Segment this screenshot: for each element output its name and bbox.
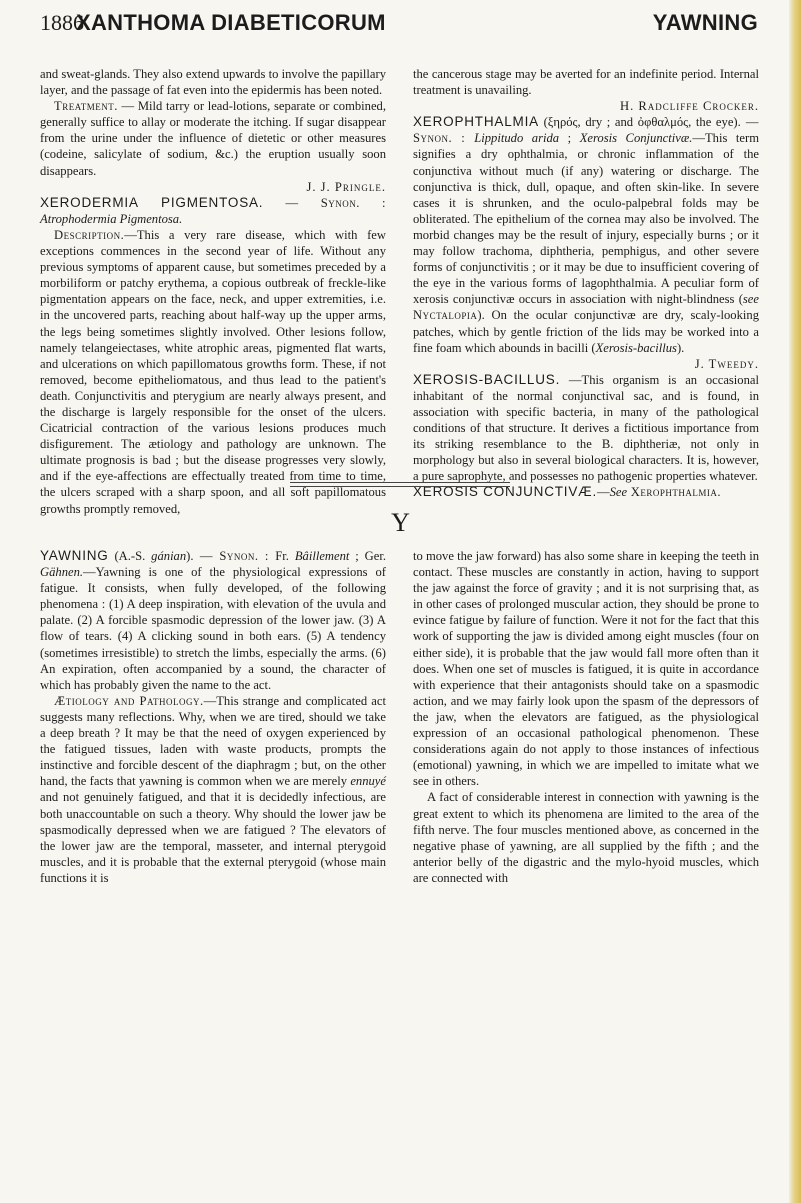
description-paragraph [40, 227, 386, 517]
etymology-close: ). [186, 549, 194, 563]
column-top-right [413, 66, 759, 501]
french-label: Fr. [275, 549, 295, 563]
ennuye-word: ennuyé [350, 774, 386, 789]
xerophthalmia-text-3: ). [676, 340, 685, 355]
see-word: see [742, 292, 759, 307]
treatment-text: — Mild tarry or lead-lotions, separate or combined, generally suffice to allay or moderate the itching. If sugar disappear from the urine under the influence of dietetic or other measures (codeine, salicylate of sodium, &c.) the eruption usually soon disappears. [40, 99, 386, 178]
headword-xerodermia: XERODERMIA PIGMENTOSA. [40, 194, 264, 210]
headword-xerophthalmia: XEROPHTHALMIA [413, 114, 539, 130]
signature-crocker: H. Radcliffe Crocker. [620, 99, 759, 114]
synonym-atrophodermia: Atrophodermia Pigmentosa. [40, 211, 183, 226]
xanthoma-continuation: and sweat-glands. They also extend upwards to involve the papillary layer, and the passage of fat even into the epidermis has been noted. [40, 67, 386, 98]
synonym-separator: ; [559, 131, 580, 146]
running-header [40, 10, 758, 40]
yawning-continuation: to move the jaw forward) has also some share in keeping the teeth in contact. These muscles are constantly in action, having to support the jaw against the force of gravity ; and it is not surprising that, as in other cases of prolonged muscular action, they should be prone to evince fatigue by failure of function. Were it not for the fact that this work of supporting the jaw is divided among eight muscles (four on either side), it is probable that the jaw would fall more often than it does. When one set of muscles is fatigued, it is quite in accordance with experience that their antagonists should take on a spasmodic action, and we may fairly look upon the spasm of the depressors of the jaw, when the elevators are fatigued, as the physiological expression of an occasional pathological phenomenon. These considerations again do not apply to those instances of infectious (emotional) yawning, in which we are impelled to imitate what we see in others. [413, 549, 759, 789]
dash: — [597, 485, 610, 500]
section-letter: Y [391, 508, 410, 537]
cross-ref-nyctalopia: Nyctalopia [413, 308, 478, 323]
headword-yawning: YAWNING [40, 548, 109, 563]
xerodermia-continuation: the cancerous stage may be averted for an indefinite period. Internal treatment is unavailing. [413, 67, 759, 98]
column-bottom-left [40, 548, 386, 886]
aetiology-paragraph [40, 693, 386, 886]
entry-xerosis-bacillus [413, 372, 759, 485]
column-bottom-right [413, 548, 759, 886]
etymology-mid: , dry ; and [577, 115, 638, 130]
entry-yawning [40, 548, 386, 693]
column-top-left [40, 66, 386, 517]
treatment-label: Treatment. [54, 99, 118, 114]
greek-ophthalmos: ὀφθαλμός [637, 115, 689, 130]
left-running-head: XANTHOMA DIABETICORUM [76, 10, 386, 35]
cross-ref-xerophthalmia: Xerophthalmia. [627, 485, 721, 500]
french-synonym: Bâillement [294, 549, 350, 563]
aetiology-text-1: —This strange and complicated act suggests many reflections. Why, when we are tired, should we take a deep breath ? It may be that the need of oxygen experienced by the fatigued tissues, laden with waste products, prompts the instinctive and forcible descent of the diaphragm ; but, on the other hand, the facts that yawning is common when we are merely [40, 693, 386, 789]
signature-tweedy: J. Tweedy. [694, 356, 759, 371]
xerosis-bacillus-ref: Xerosis-bacillus [595, 340, 677, 355]
synonym-xerosis-conjunctivae: Xerosis Conjunctivæ. [579, 131, 693, 146]
synonym-lippitudo: Lippitudo arida [474, 131, 560, 146]
etymology-open: (A.-S. [108, 549, 152, 563]
entry-xerodermia [40, 195, 386, 227]
synonym-label: — Synon. : [263, 195, 386, 210]
anglo-saxon-word: gánian [151, 549, 187, 563]
page-edge [789, 0, 801, 1203]
german-synonym: Gähnen. [40, 565, 84, 580]
right-running-head: YAWNING [652, 10, 758, 35]
aetiology-label: Ætiology and Pathology. [54, 693, 204, 708]
description-label: Description. [54, 227, 125, 242]
entry-xerophthalmia [413, 114, 759, 355]
see-word: See [609, 485, 628, 500]
greek-xeros: ξηρός [547, 115, 578, 130]
treatment-paragraph [40, 98, 386, 178]
xerophthalmia-text-1: —This term signifies a dry ophthalmia, or chronic inflammation of the conjunctiva without much (if any) watering or discharge. The conjunctiva is thick, dull, opaque, and often skin-like. In severe cases it is shrunken, and the oculo-palpebral folds may be obliterated. The epithelium of the cornea may also be involved. The morbid changes may be the result of injury, especially burns ; or it may follow trachoma, diphtheria, pemphigus, and other severe forms of conjunctivitis ; or it may be due to insufficient covering of the eye in the various forms of lagophthalmia. A peculiar form of xerosis conjunctivæ occurs in association with night-blindness ( [413, 131, 759, 307]
headword-xerosis-bacillus: XEROSIS-BACILLUS. [413, 371, 561, 387]
fifth-nerve-paragraph: A fact of considerable interest in connection with yawning is the great extent to which its phenomena are limited to the area of the fifth nerve. The four muscles mentioned above, as concerned in the negative phase of yawning, are all supplied by the fifth ; and the anterior belly of the digastric and the mylo-hyoid muscles, which are connected with [413, 790, 759, 885]
etymology-close: , the eye). [688, 115, 741, 130]
signature-pringle: J. J. Pringle. [306, 179, 386, 194]
description-text: —This a very rare disease, which with few exceptions commences in the second year of life. Without any previous symptoms of apparent cause, but sometimes preceded by a morbiliform or patchy erythema, a copious outbreak of freckle-like pigmentation appears on the face, neck, and upper extremities, i.e. in the uncovered parts, reaching about half-way up the upper arms, the legs being sometimes slightly involved. Other lesions follow, namely telangeiectases, white atrophic areas, pigmented flat warts, and ulcerations on which papillomatous growths form. These, if not removed, become epitheliomatous, and thus lead to the patient's death. Conjunctivitis and pterygium are nearly always present, and the discharge is largely responsible for the onset of the ulcers. Cicatricial contraction of the various lesions produces much disfigurement. The ætiology and pathology are unknown. The ultimate prognosis is bad ; but the disease progresses very slowly, and if the eye-affections are effectually treated from time to time, the ulcers scraped with a sharp spoon, and all soft papillomatous growths promptly removed, [40, 227, 386, 516]
synonym-label: — Synon. : [193, 549, 276, 563]
section-divider [290, 482, 510, 487]
page-number: 1886 [40, 10, 84, 35]
etymology-open: ( [538, 115, 548, 130]
headword-xerosis-conjunctivae: XEROSIS CONJUNCTIVÆ. [413, 484, 598, 500]
aetiology-text-2: and not genuinely fatigued, and that it is decidedly infectious, are both unaccountable on such a theory. Why should the lower jaw be spasmodically depressed when we are fatigued ? The elevators of the lower jaw are the temporal, masseter, and internal pterygoid muscles, and it is probable that the external pterygoid (whose main functions it is [40, 790, 386, 885]
xerophthalmia-text-2: ). On the ocular conjunctivæ are dry, scaly-looking patches, which by gentle friction of the lids may be worked into a fine foam which abounds in bacilli ( [413, 308, 759, 355]
synonym-label: — Synon. : [413, 115, 760, 146]
german-label: ; Ger. [349, 549, 386, 563]
xerosis-bacillus-text: —This organism is an occasional inhabitant of the normal conjunctival sac, and is found, in association with specific bacteria, in many of the pathological conditions of that structure. It derives a fictitious importance from its striking resemblance to the B. diphtheriæ, not only in morphology but also in several biological characters. It is, however, a pure saprophyte, and possesses no pathogenic properties whatever. [413, 372, 759, 484]
yawning-definition: —Yawning is one of the physiological expressions of fatigue. It consists, when fully developed, of the following phenomena : (1) A deep inspiration, with elevation of the uvula and palate. (2) A forcible spasmodic depression of the lower jaw. (3) A flow of tears. (4) A clicking sound in both ears. (5) A tendency (sometimes irresistible) to stretch the limbs, especially the arms. (6) An expiration, often accompanied by a sound, the character of which has probably given the name to the act. [40, 565, 386, 692]
